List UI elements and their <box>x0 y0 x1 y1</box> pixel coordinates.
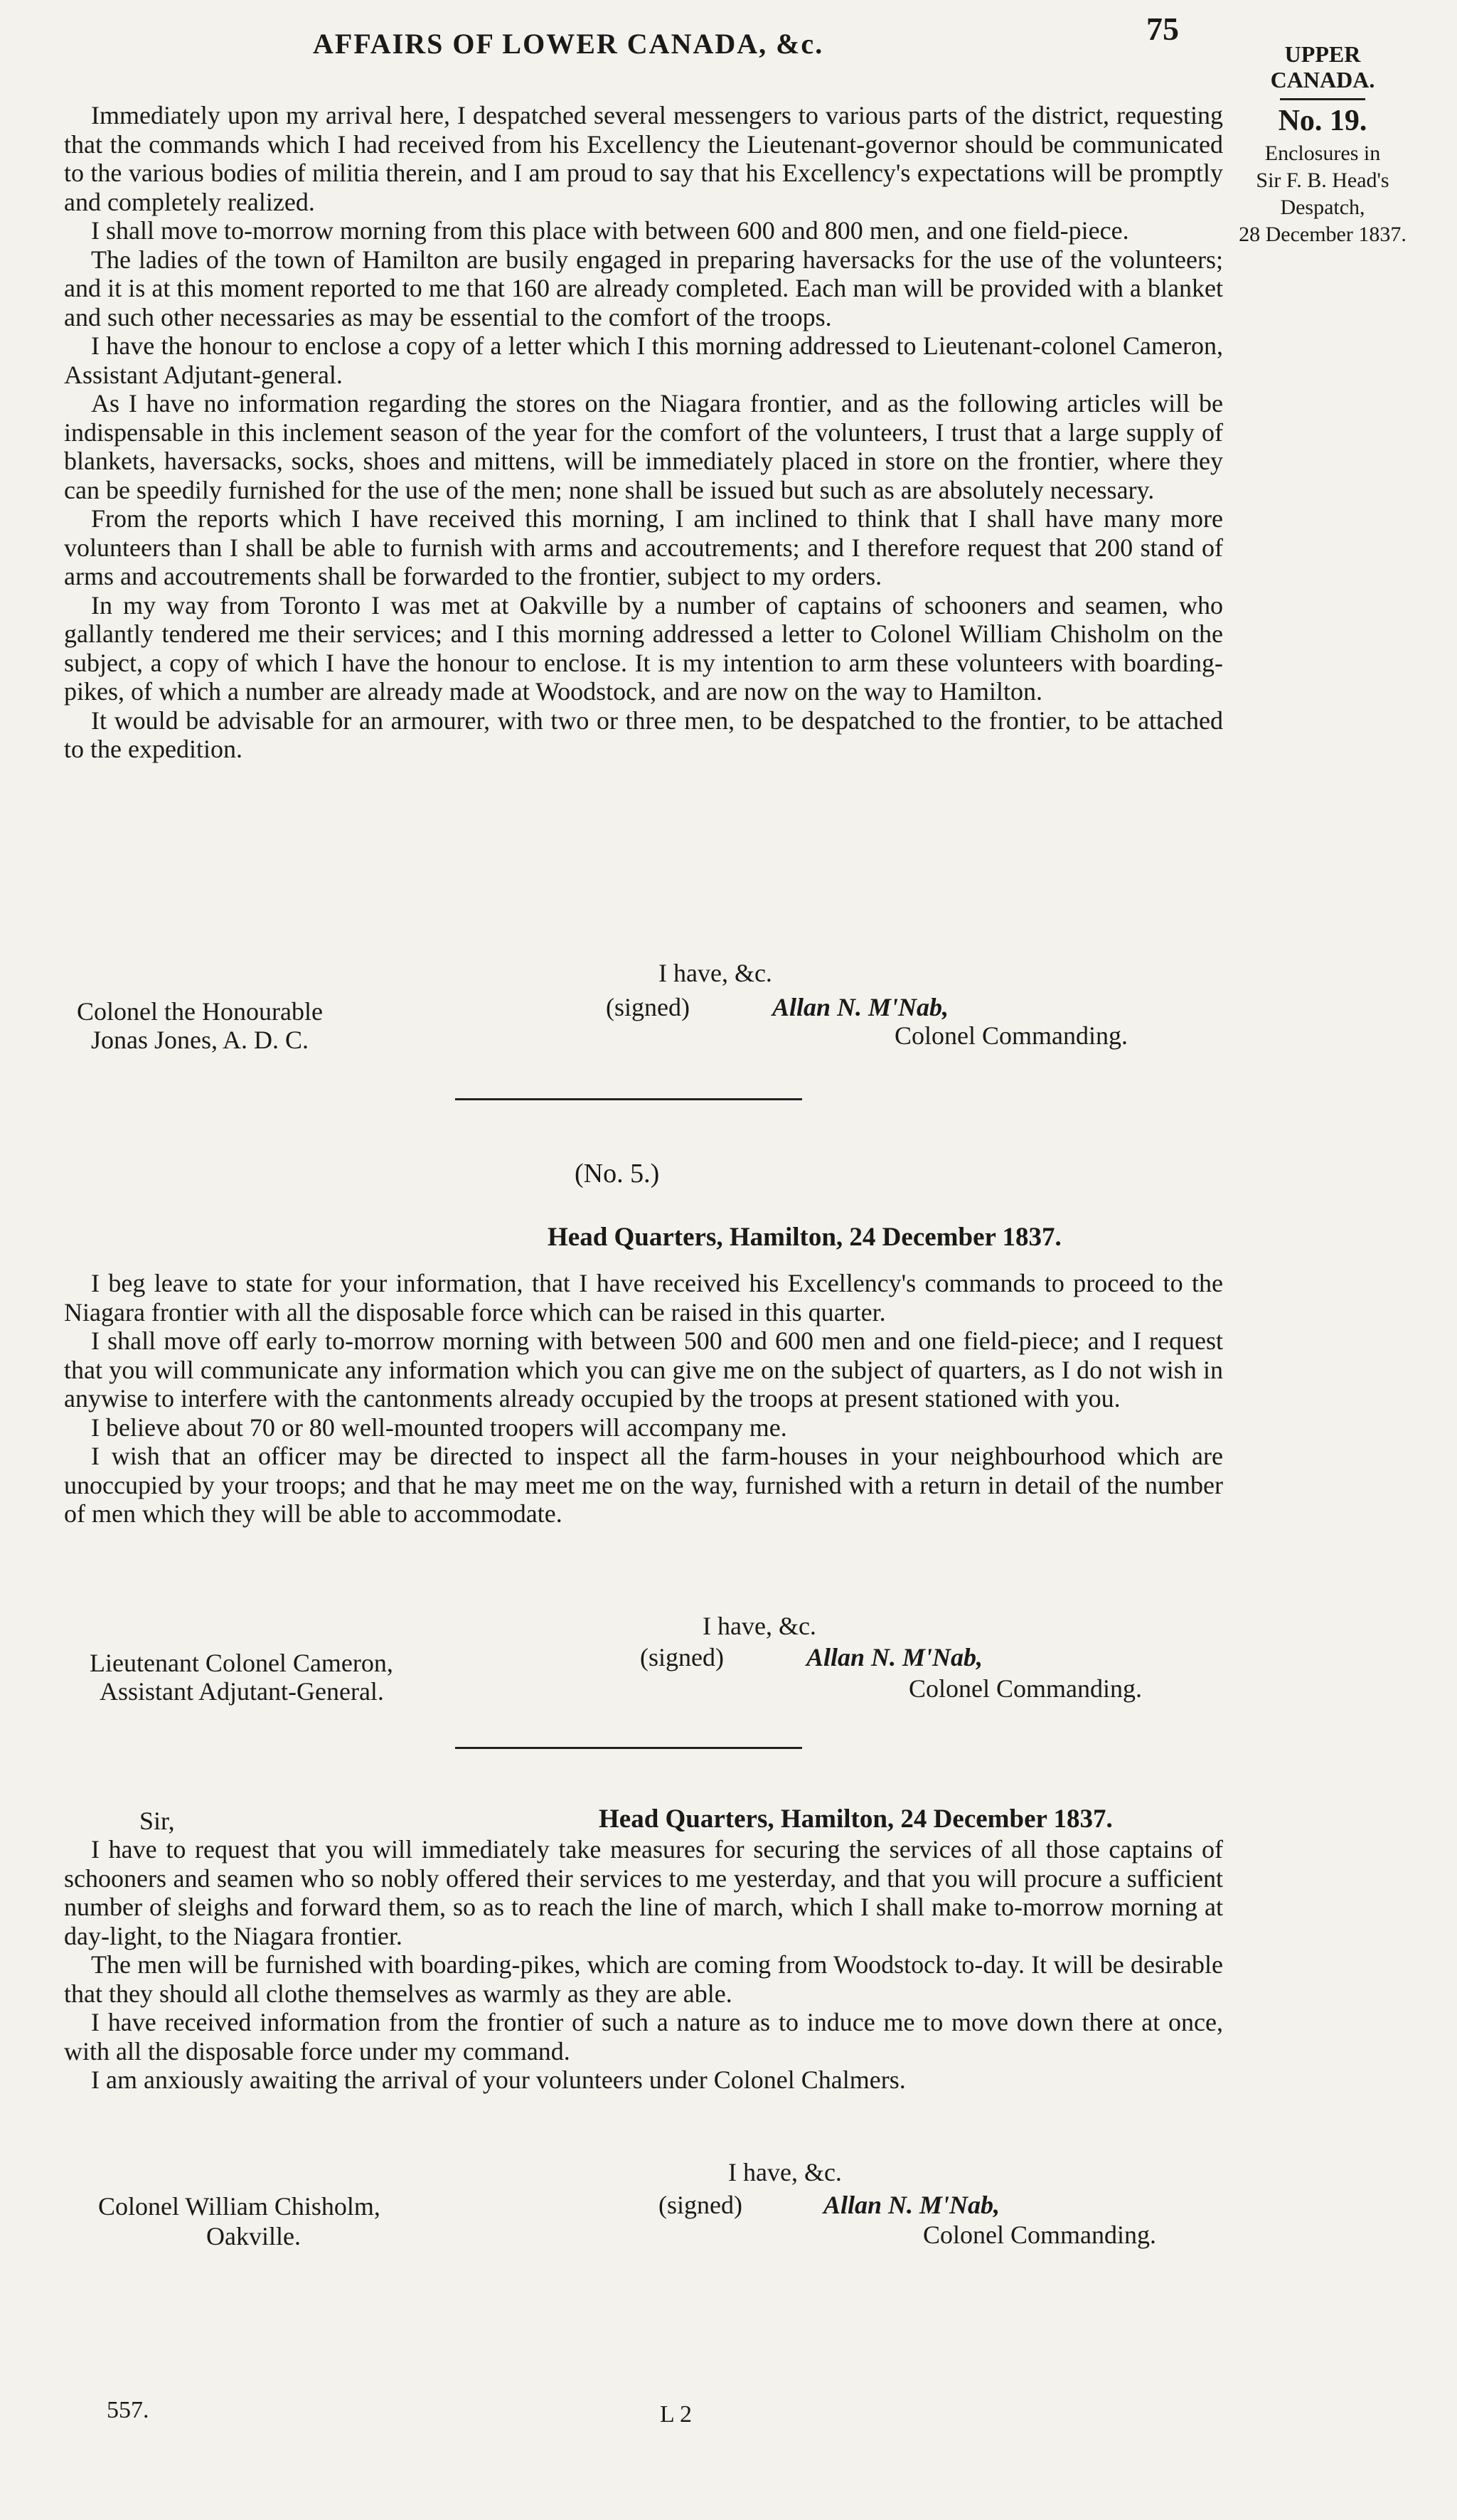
page-number: 75 <box>1146 11 1179 47</box>
letter2-paragraph: I shall move off early to-morrow morning with between 500 and 600 men and one field-piece; and I request that you will communicate any information which you can give me on the subject of quarters, as I do not wish in anywise to interfere with the cantonments already occupied by the troops at present stationed with you. <box>64 1327 1223 1413</box>
margin-region-line1: UPPER <box>1284 41 1361 67</box>
letter2-signed: (signed) <box>640 1643 724 1671</box>
letter3-closing: I have, &c. <box>728 2158 842 2186</box>
letter2-rank: Colonel Commanding. <box>909 1674 1142 1703</box>
margin-line: 28 December 1837. <box>1239 223 1407 246</box>
letter3-body <box>64 1835 1223 2095</box>
letter1-signature: Allan N. M'Nab, <box>772 993 949 1021</box>
letter3-addressee-line2: Oakville. <box>206 2222 301 2250</box>
letter1-paragraph: From the reports which I have received this morning, I am inclined to think that I shall have many more volunteers than I shall be able to furnish with arms and accoutrements; and I therefore request that 200 stand of arms and accoutrements shall be forwarded to the frontier, subject to my orders. <box>64 504 1223 590</box>
letter2-number: (No. 5.) <box>575 1159 660 1189</box>
running-header-title: AFFAIRS OF LOWER CANADA, &c. <box>313 28 824 60</box>
letter2-paragraph: I believe about 70 or 80 well-mounted troopers will accompany me. <box>91 1413 787 1442</box>
margin-enclosure-number: No. 19. <box>1278 105 1367 137</box>
letter3-signature: Allan N. M'Nab, <box>823 2191 1000 2219</box>
letter1-paragraph: As I have no information regarding the stores on the Niagara frontier, and as the following articles will be indispensable in this inclement season of the year for the comfort of the volunteers, I trust that a large supply of blankets, haversacks, socks, shoes and mittens, will be immediately placed in store on the frontier, where they can be speedily furnished for the use of the men; none shall be issued but such as are absolutely necessary. <box>64 389 1223 504</box>
letter1-paragraph: The ladies of the town of Hamilton are busily engaged in preparing haversacks for the use of the volunteers; and it is at this moment reported to me that 160 are already completed. Each man will be provided with a blanket and such other necessaries as may be essential to the comfort of the troops. <box>64 245 1223 331</box>
footer-print-number: 557. <box>107 2397 149 2423</box>
letter2-addressee-line2: Assistant Adjutant-General. <box>100 1677 384 1706</box>
letter2-paragraph: I beg leave to state for your information, that I have received his Excellency's commands to proceed to the Niagara frontier with all the disposable force which can be raised in this quarter. <box>64 1269 1223 1327</box>
letter2-signature: Allan N. M'Nab, <box>806 1643 983 1671</box>
margin-note <box>1209 41 1436 248</box>
letter1-body <box>64 101 1223 764</box>
footer-signature-mark: L 2 <box>660 2401 693 2428</box>
margin-divider <box>1280 98 1365 100</box>
letter1-addressee-line2: Jonas Jones, A. D. C. <box>91 1026 309 1054</box>
letter1-paragraph: Immediately upon my arrival here, I despatched several messengers to various parts of the district, requesting that the commands which I had received from his Excellency the Lieutenant-governor should be communicated to the various bodies of militia therein, and I am proud to say that his Excellency's expectations will be promptly and completely realized. <box>64 101 1223 216</box>
letter2-body <box>64 1269 1223 1529</box>
letter3-signed: (signed) <box>658 2191 742 2219</box>
margin-line: Enclosures in <box>1264 142 1381 165</box>
letter3-dateline: Head Quarters, Hamilton, 24 December 1837. <box>599 1804 1113 1834</box>
letter3-addressee-line1: Colonel William Chisholm, <box>98 2192 380 2221</box>
letter2-paragraph: I wish that an officer may be directed to inspect all the farm-houses in your neighbourhood which are unoccupied by your troops; and that he may meet me on the way, furnished with a return in detail of the number of men which they will be able to accommodate. <box>64 1442 1223 1528</box>
letter2-dateline: Head Quarters, Hamilton, 24 December 1837. <box>548 1223 1062 1252</box>
margin-region-line2: CANADA. <box>1270 67 1375 92</box>
letter1-addressee-line1: Colonel the Honourable <box>77 997 323 1026</box>
margin-line: Despatch, <box>1280 196 1365 219</box>
letter1-rank: Colonel Commanding. <box>895 1021 1128 1050</box>
margin-line: Sir F. B. Head's <box>1256 169 1389 192</box>
section-divider <box>455 1747 802 1749</box>
letter3-paragraph: I have to request that you will immediately take measures for securing the services of all those captains of schooners and seamen who so nobly offered their services to me yesterday, and that you will procure a sufficient number of sleighs and forward them, so as to reach the line of march, which I shall make to-morrow morning at day-light, to the Niagara frontier. <box>64 1835 1223 1950</box>
letter3-paragraph: The men will be furnished with boarding-pikes, which are coming from Woodstock to-day. It will be desirable that they should all clothe themselves as warmly as they are able. <box>64 1950 1223 2008</box>
letter1-paragraph: I have the honour to enclose a copy of a letter which I this morning addressed to Lieutenant-colonel Cameron, Assistant Adjutant-general. <box>64 331 1223 389</box>
letter2-addressee-line1: Lieutenant Colonel Cameron, <box>90 1649 393 1677</box>
letter3-paragraph: I have received information from the frontier of such a nature as to induce me to move down there at once, with all the disposable force under my command. <box>64 2008 1223 2066</box>
letter1-paragraph: I shall move to-morrow morning from this place with between 600 and 800 men, and one field-piece. <box>91 216 1129 245</box>
letter2-closing: I have, &c. <box>703 1612 816 1640</box>
letter3-rank: Colonel Commanding. <box>923 2221 1156 2249</box>
letter1-paragraph: It would be advisable for an armourer, with two or three men, to be despatched to the frontier, to be attached to the expedition. <box>64 706 1223 763</box>
section-divider <box>455 1098 802 1100</box>
letter3-salutation: Sir, <box>139 1807 175 1835</box>
letter1-closing: I have, &c. <box>658 959 772 987</box>
letter3-paragraph: I am anxiously awaiting the arrival of your volunteers under Colonel Chalmers. <box>91 2066 906 2094</box>
letter1-signed: (signed) <box>606 993 690 1021</box>
letter1-paragraph: In my way from Toronto I was met at Oakville by a number of captains of schooners and seamen, who gallantly tendered me their services; and I this morning addressed a letter to Colonel William Chisholm on the subject, a copy of which I have the honour to enclose. It is my intention to arm these volunteers with boarding-pikes, of which a number are already made at Woodstock, and are now on the way to Hamilton. <box>64 590 1223 706</box>
